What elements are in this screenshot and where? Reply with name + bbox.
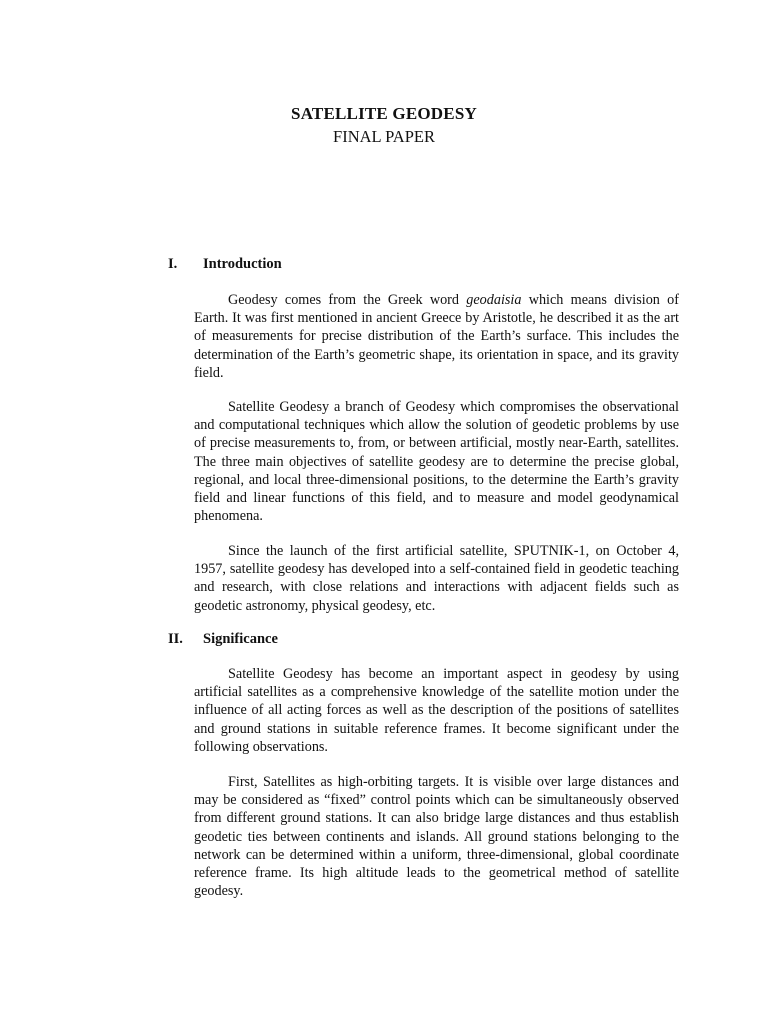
- emphasized-word: geodaisia: [466, 292, 522, 308]
- section-heading-significance: [168, 631, 278, 648]
- section-number: II.: [168, 631, 183, 647]
- document-title: SATELLITE GEODESY: [291, 104, 477, 123]
- paragraph-introduction-1: [194, 291, 679, 382]
- section-title: Introduction: [203, 256, 282, 272]
- paragraph-introduction-3: Since the launch of the first artificial satellite, SPUTNIK-1, on October 4, 1957, satellite geodesy has developed into a self-contained field in geodetic teaching and research, with close relations and interactions with adjacent fields such as geodetic astronomy, physical geodesy, etc.: [194, 543, 679, 614]
- paragraph-text: which means division of Earth. It was first mentioned in ancient Greece by Aristotle, he described it as the art of measurements for precise distribution of the Earth’s surface. This includes the determination of the Earth’s geometric shape, its orientation in space, and its gravity field.: [194, 292, 679, 381]
- section-heading-introduction: [168, 256, 282, 273]
- paragraph-significance-1: Satellite Geodesy has become an important aspect in geodesy by using artificial satellites as a comprehensive knowledge of the satellite motion under the influence of all acting forces as well as the description of the positions of satellites and ground stations in suitable reference frames. It become significant under the following observations.: [194, 666, 679, 755]
- document-subtitle: FINAL PAPER: [333, 127, 435, 146]
- section-title: Significance: [203, 631, 278, 647]
- paragraph-text: Geodesy comes from the Greek word: [228, 292, 467, 308]
- section-number: I.: [168, 256, 178, 272]
- paragraph-introduction-2: Satellite Geodesy a branch of Geodesy which compromises the observational and computational techniques which allow the solution of geodetic problems by use of precise measurements to, from, or between artificial, mostly near-Earth, satellites. The three main objectives of satellite geodesy are to determine the precise global, regional, and local three-dimensional positions, to the determine the Earth’s gravity field and linear functions of this field, and to measure and model geodynamical phenomena.: [194, 399, 679, 525]
- paragraph-significance-2: First, Satellites as high-orbiting targets. It is visible over large distances and may be considered as “fixed” control points which can be simultaneously observed from different ground stations. It can also bridge large distances and thus establish geodetic ties between continents and islands. All ground stations belonging to the network can be determined within a uniform, three-dimensional, global coordinate reference frame. Its high altitude leads to the geometrical method of satellite geodesy.: [194, 774, 679, 900]
